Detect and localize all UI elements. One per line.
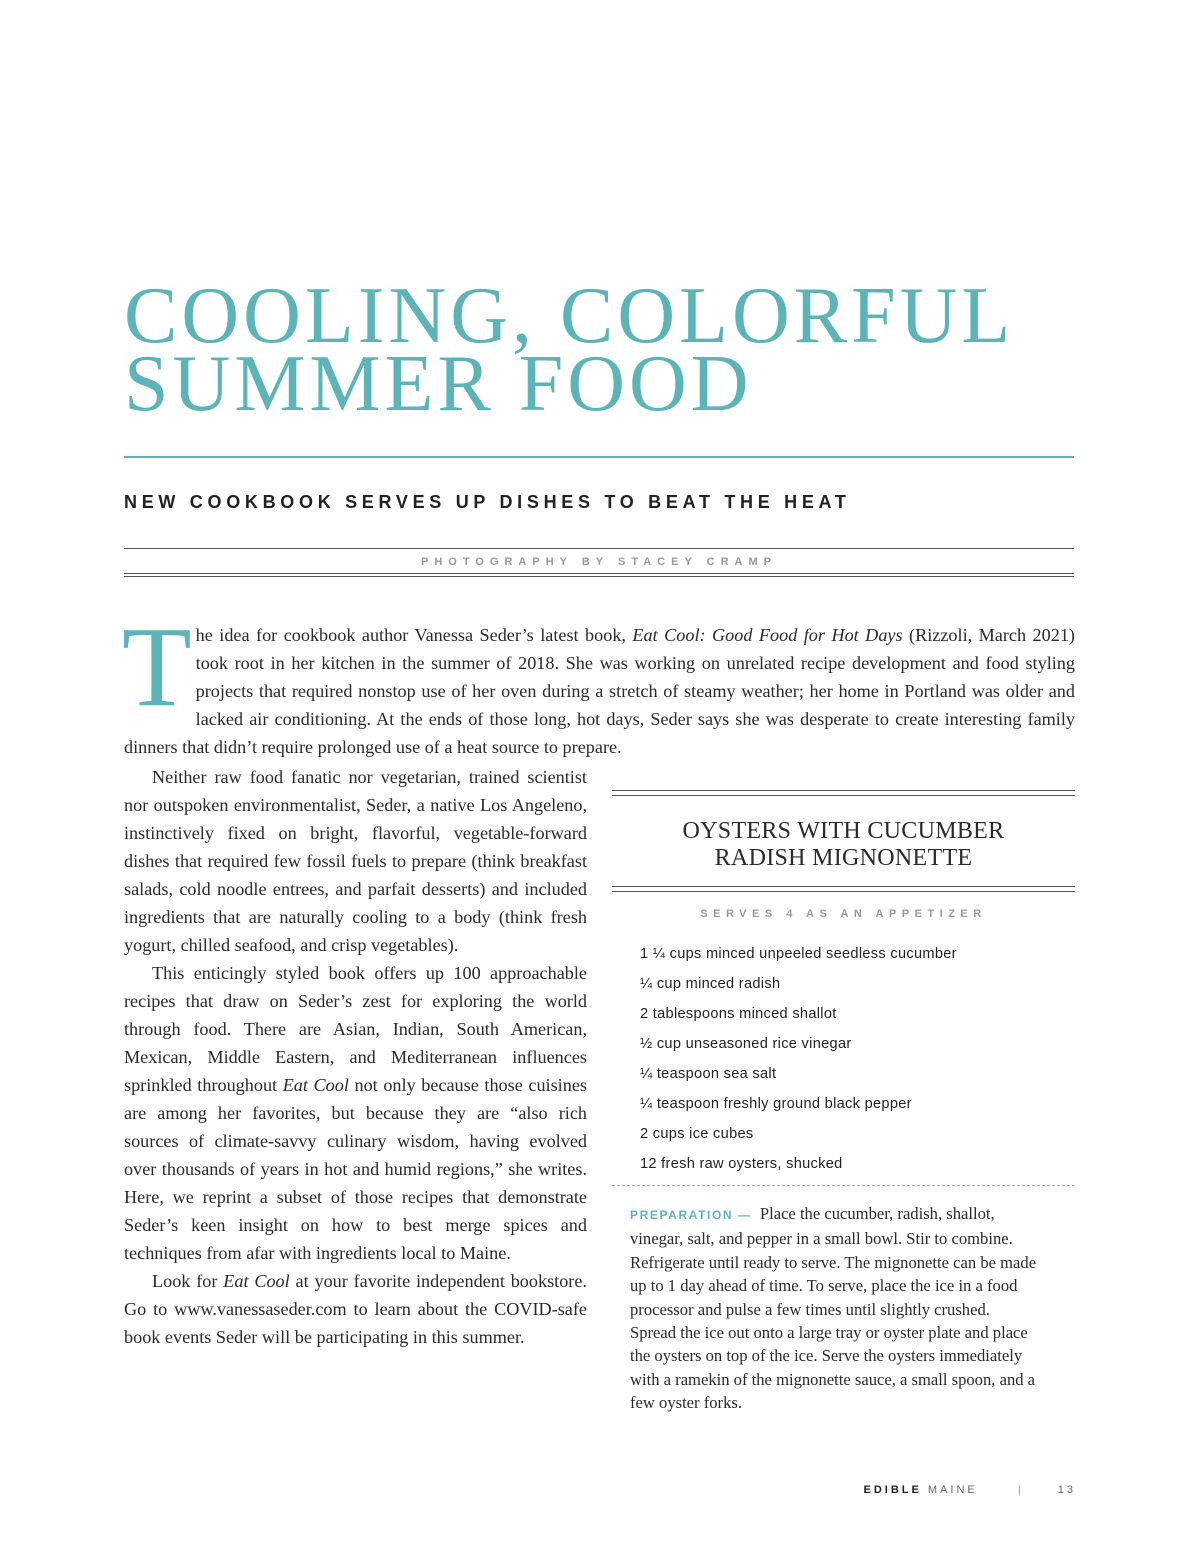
- article-body-left-column: [124, 763, 587, 1351]
- body-paragraph-3: [124, 959, 587, 1267]
- footer-separator: |: [1017, 1484, 1024, 1496]
- credit-rule-top: [124, 548, 1074, 549]
- ingredient-item: ¼ cup minced radish: [640, 976, 781, 992]
- recipe-serves: SERVES 4 AS AN APPETIZER: [700, 908, 987, 920]
- footer-brand-bold: EDIBLE: [863, 1484, 922, 1496]
- footer-brand-light: MAINE: [927, 1484, 978, 1496]
- recipe-title-rule-bottom: [612, 886, 1075, 892]
- credit-rule-bottom-1: [124, 573, 1074, 574]
- recipe-title-line-2: RADISH MIGNONETTE: [714, 845, 973, 871]
- paragraph-3-text-end: not only because those cuisines are among her favorites, but because they are “also rich sources of climate-savvy culinary wisdom, having evolved over thousands of years in hot and humid regions,” she writes. Here, we reprint a subset of those recipes that demonstrate Seder’s keen insight on how to best merge spices and techniques from afar with ingredients local to Maine.: [124, 1075, 587, 1263]
- ingredients-divider: [612, 1185, 1075, 1186]
- paragraph-3-book-title: Eat Cool: [282, 1075, 349, 1095]
- paragraph-4-book-title: Eat Cool: [223, 1271, 290, 1291]
- drop-cap: T: [122, 603, 192, 730]
- ingredient-item: ¼ teaspoon freshly ground black pepper: [640, 1096, 912, 1112]
- intro-book-title: Eat Cool: Good Food for Hot Days: [632, 625, 903, 645]
- ingredient-item: 1 ¼ cups minced unpeeled seedless cucumber: [640, 946, 957, 962]
- ingredient-item: 12 fresh raw oysters, shucked: [640, 1156, 843, 1172]
- headline-line-1: COOLING, COLORFUL: [124, 272, 1015, 360]
- intro-text-start: he idea for cookbook author Vanessa Seder’s latest book,: [195, 625, 633, 645]
- ingredient-item: ¼ teaspoon sea salt: [640, 1066, 777, 1082]
- ingredient-item: 2 cups ice cubes: [640, 1126, 754, 1142]
- photo-credit: PHOTOGRAPHY BY STACEY CRAMP: [421, 556, 777, 568]
- ingredient-item: 2 tablespoons minced shallot: [640, 1006, 837, 1022]
- recipe-title-rule-top: [612, 790, 1075, 796]
- body-paragraph-2: Neither raw food fanatic nor vegetarian, trained scientist nor outspoken environmentalist, Seder, a native Los Angeleno, instinctively fixed on bright, flavorful, vegetable-forward dishes that required few fossil fuels to prepare (think breakfast salads, cold noodle entrees, and parfait desserts) and included ingredients that are naturally cooling to a body (think fresh yogurt, chilled seafood, and crisp vegetables).: [124, 767, 587, 955]
- article-headline: [124, 272, 1084, 428]
- intro-paragraph: [122, 603, 1075, 761]
- recipe-title: [612, 818, 1075, 872]
- page-number: 13: [1057, 1484, 1076, 1496]
- recipe-preparation: [612, 1202, 1075, 1415]
- paragraph-3-text-start: This enticingly styled book offers up 100 approachable recipes that draw on Seder’s zest for exploring the world through food. There are Asian, Indian, South American, Mexican, Middle Eastern, and Mediterranean influences sprinkled throughout: [124, 963, 587, 1095]
- headline-divider: [124, 456, 1074, 458]
- recipe-title-line-1: OYSTERS WITH CUCUMBER: [682, 818, 1005, 844]
- body-paragraph-4: [124, 1267, 587, 1351]
- ingredient-list: [612, 939, 1075, 1179]
- headline-line-2: SUMMER FOOD: [124, 340, 753, 428]
- ingredient-item: ½ cup unseasoned rice vinegar: [640, 1036, 852, 1052]
- paragraph-4-text-start: Look for: [152, 1271, 224, 1291]
- credit-rule-bottom-2: [124, 576, 1074, 577]
- article-subhead: NEW COOKBOOK SERVES UP DISHES TO BEAT THE HEAT: [124, 492, 851, 512]
- paragraph-4-text-end: at your favorite independent bookstore. Go to www.vanessaseder.com to learn about the COVID-safe book events Seder will be participating in this summer.: [124, 1271, 587, 1347]
- preparation-text: Place the cucumber, radish, shallot, vinegar, salt, and pepper in a small bowl. Stir to combine. Refrigerate until ready to serve. The mignonette can be made up to 1 day ahead of time. To serve, place the ice in a food processor and pulse a few times until slightly crushed. Spread the ice out onto a large tray or oyster plate and place the oysters on top of the ice. Serve the oysters immediately with a ramekin of the mignonette sauce, a small spoon, and a few oyster forks.: [630, 1204, 1037, 1413]
- intro-text-end: (Rizzoli, March 2021) took root in her kitchen in the summer of 2018. She was working on unrelated recipe development and food styling projects that required nonstop use of her oven during a stretch of steamy weather; her home in Portland was older and lacked air conditioning. At the ends of those long, hot days, Seder says she was desperate to create interesting family dinners that didn’t require prolonged use of a heat source to prepare.: [124, 625, 1075, 757]
- page-footer: [864, 1484, 1076, 1496]
- recipe-sidebar: [612, 790, 1075, 1415]
- preparation-label: PREPARATION —: [630, 1208, 752, 1222]
